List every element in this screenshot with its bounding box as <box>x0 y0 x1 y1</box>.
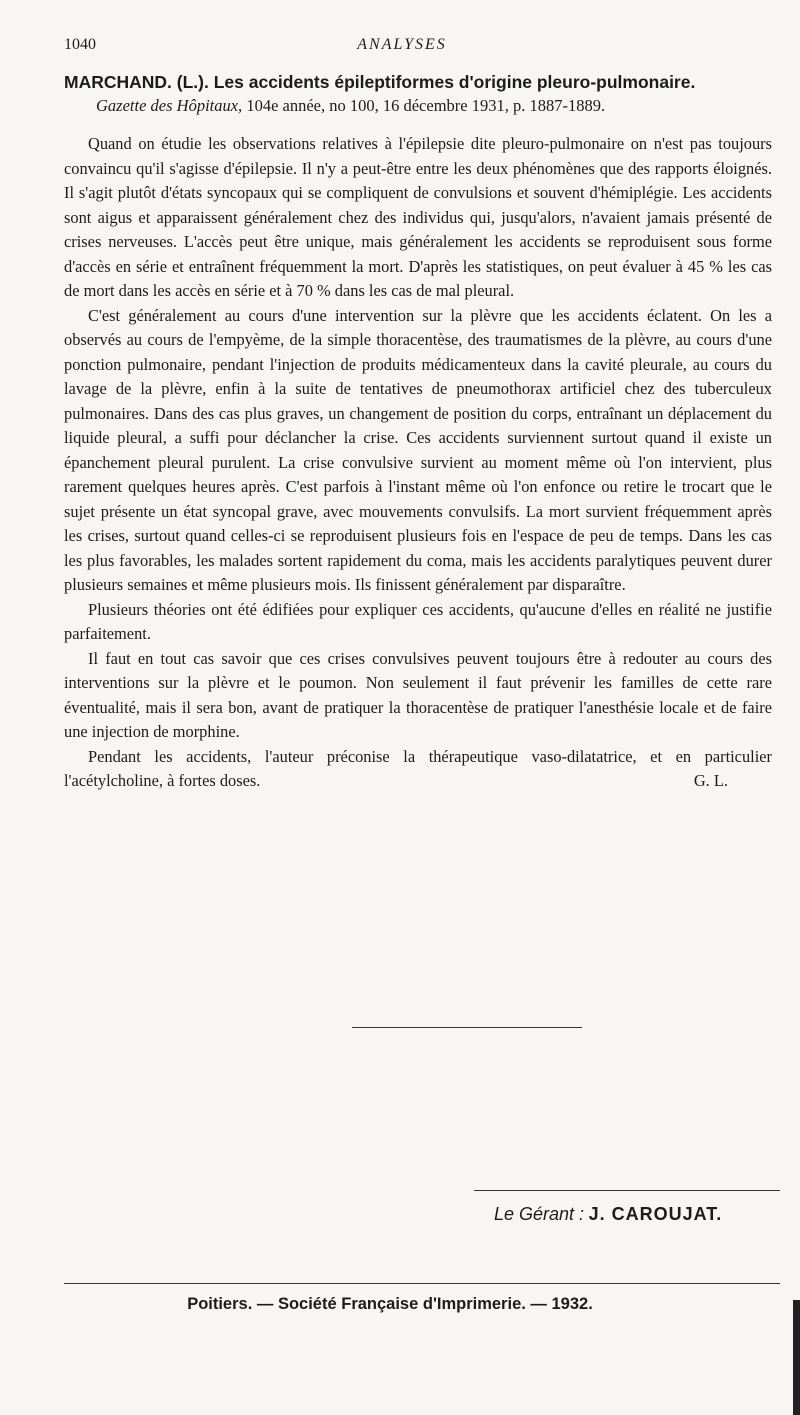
reviewer-initials: G. L. <box>693 771 728 790</box>
gerant-label: Le Gérant : <box>494 1204 585 1224</box>
paragraph: Il faut en tout cas savoir que ces crises convulsives peuvent toujours être à redouter au cours des interventions sur la plèvre et le poumon. Non seulement il faut prévenir les familles de cette rare éventualité, mais il sera bon, avant de pratiquer la thoracentèse de pratiquer l'anesthésie locale et de faire une injection de morphine. <box>64 648 772 741</box>
citation-details: 104e année, no 100, 16 décembre 1931, p. 1887-1889. <box>246 96 606 115</box>
printer-imprint: Poitiers. — Société Française d'Imprimerie. — 1932. <box>187 1295 593 1313</box>
running-title: ANALYSES <box>357 36 447 53</box>
paragraph: Plusieurs théories ont été édifiées pour expliquer ces accidents, qu'aucune d'elles en réalité ne justifie parfaitement. <box>64 599 772 643</box>
article-title: Les accidents épileptiformes d'origine pleuro-pulmonaire. <box>213 72 696 92</box>
citation-journal: Gazette des Hôpitaux, <box>96 96 243 115</box>
last-paragraph-text: Pendant les accidents, l'auteur préconise la thérapeutique vaso-dilatatrice, et en particulier l'acétylcholine, à fortes doses. <box>64 746 772 790</box>
paragraph: Quand on étudie les observations relatives à l'épilepsie dite pleuro-pulmonaire on n'est pas toujours convaincu qu'il s'agisse d'épilepsie. Il n'y a peut-être entre les deux phénomènes que des rapports éloignés. Il s'agit plutôt d'états syncopaux qui se compliquent de convulsions et souvent d'hémiplégie. Les accidents sont aigus et apparaissent généralement chez des individus qui, jusqu'alors, n'avaient jamais présenté de crises nerveuses. L'accès peut être unique, mais généralement les accidents se reproduisent sous forme d'accès en série et entraînent fréquemment la mort. D'après les statistiques, on peut évaluer à 45 % les cas de mort dans les accès en série et à 70 % dans les cas de mal pleural. <box>64 134 772 300</box>
gerant-rule <box>474 1190 780 1191</box>
article-author: MARCHAND. (L.). <box>64 72 209 92</box>
article-headline <box>64 70 772 94</box>
running-head <box>64 36 740 60</box>
page-number: 1040 <box>64 36 96 53</box>
paragraph-last <box>64 745 772 794</box>
paragraph: C'est généralement au cours d'une intervention sur la plèvre que les accidents éclatent. On les a observés au cours de l'empyème, de la simple thoracentèse, des traumatismes de la plèvre, au cours d'une ponction pulmonaire, pendant l'injection de produits médicamenteux dans la cavité pleurale, au cours du lavage de la plèvre, enfin à la suite de tentatives de pneumothorax artificiel chez des tuberculeux pulmonaires. Dans des cas plus graves, un changement de position du corps, entraînant un déplacement du liquide pleural, a suffi pour déclancher la crise. Ces accidents surviennent surtout quand il existe un épanchement pleural purulent. La crise convulsive survient au moment même où l'on intervient, plus rarement quelques heures après. C'est parfois à l'instant même où l'on enfonce ou retire le trocart que le sujet présente un état syncopal grave, avec mouvements convulsifs. La mort survient fréquemment après les crises, surtout quand celles-ci se reproduisent plusieurs fois en l'espace de peu de temps. Dans les cas les plus favorables, les malades sortent rapidement du coma, mais les accidents paralytiques peuvent durer plusieurs semaines et même plusieurs mois. Ils finissent généralement par disparaître. <box>64 305 772 594</box>
footer-rule <box>64 1283 780 1284</box>
section-separator <box>352 1027 582 1028</box>
gerant-signature <box>494 1204 722 1225</box>
article <box>64 70 772 794</box>
article-citation <box>96 94 772 118</box>
gerant-name: J. CAROUJAT. <box>588 1204 723 1224</box>
page-edge-shadow <box>793 1300 800 1415</box>
